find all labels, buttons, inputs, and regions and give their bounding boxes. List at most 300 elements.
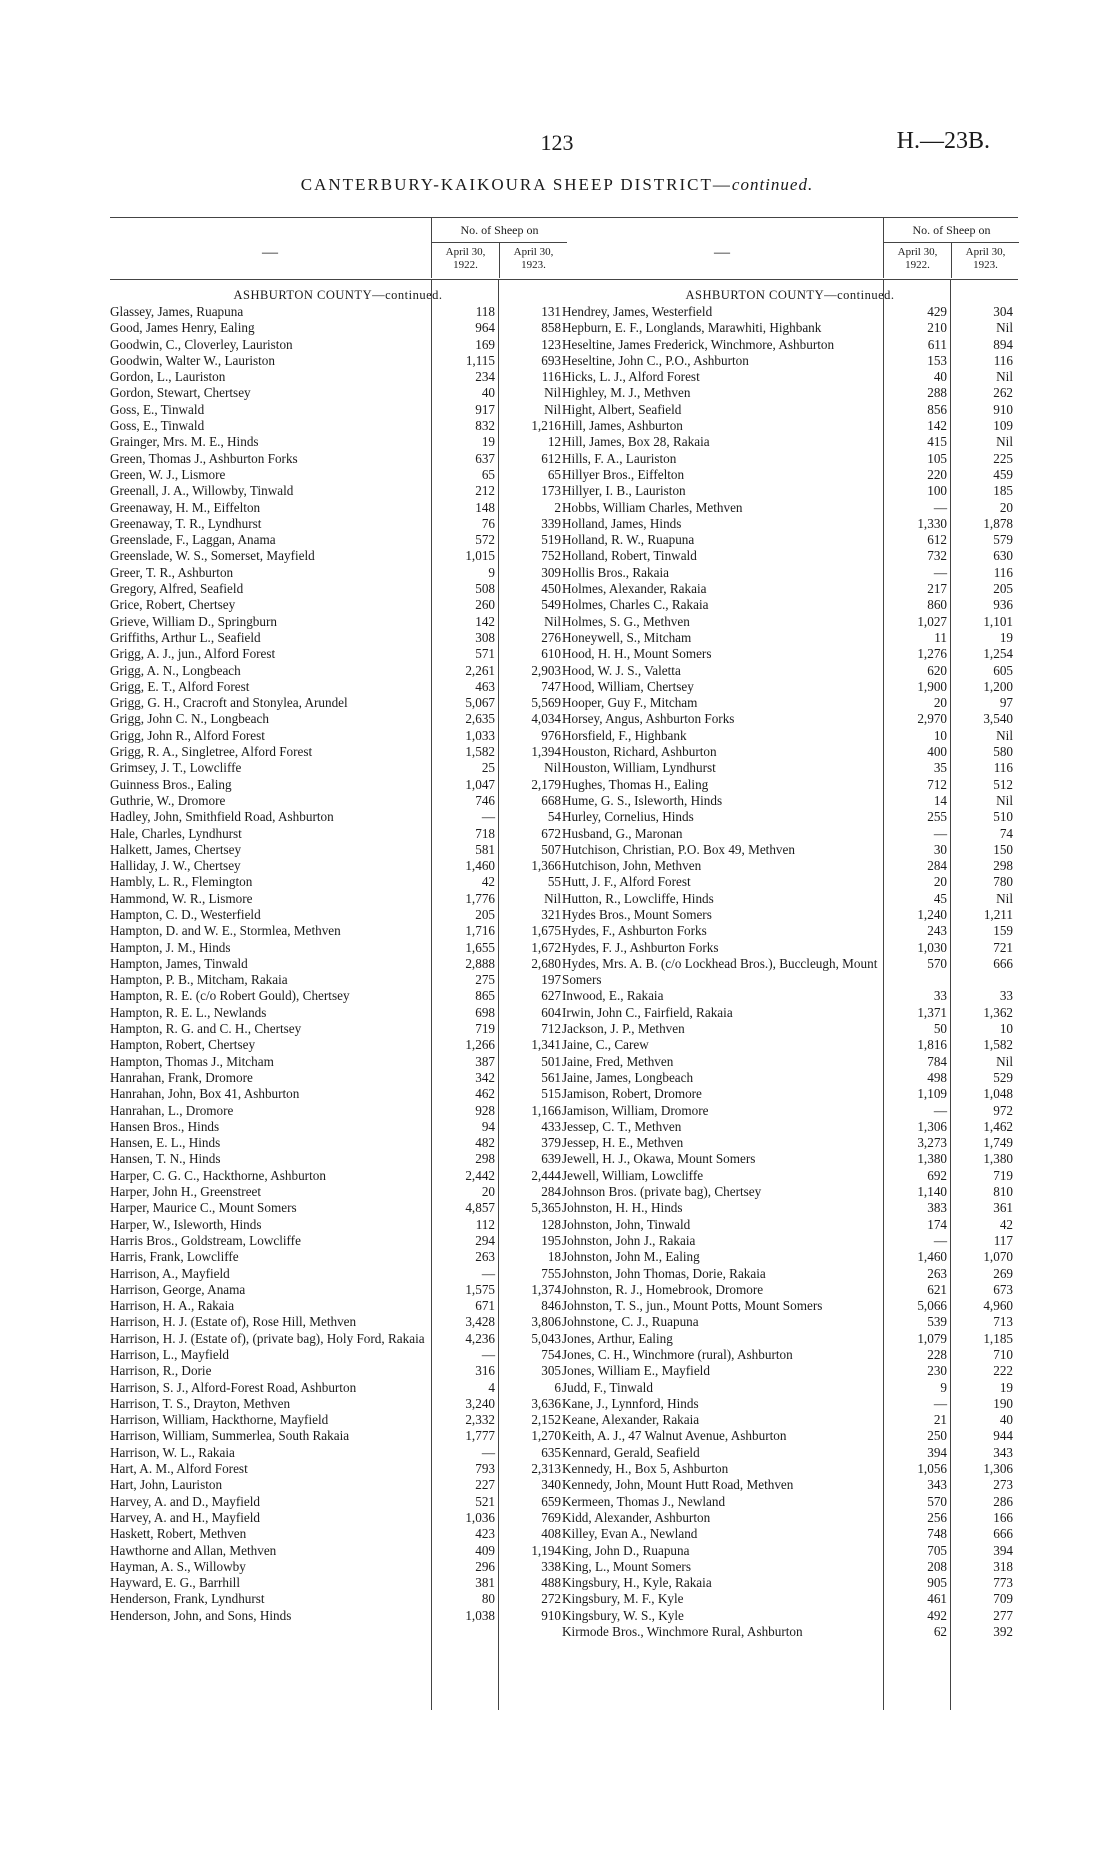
sheep-1923: 2,313 — [531, 1461, 561, 1477]
sheep-1923: 579 — [993, 532, 1013, 548]
table-row — [110, 891, 566, 907]
sheep-1923: 1,462 — [983, 1118, 1013, 1134]
table-header — [110, 217, 566, 280]
sheep-1923: 713 — [993, 1314, 1013, 1330]
owner-name: Hampton, R. G. and C. H., Chertsey — [110, 1021, 302, 1037]
table-row — [562, 1559, 1018, 1575]
sheep-1922: 142 — [927, 418, 947, 434]
sheep-1922: — — [481, 1265, 495, 1281]
sheep-1922: 719 — [475, 1021, 495, 1037]
sheep-1923: 659 — [541, 1493, 561, 1509]
owner-name: Grigg, E. T., Alford Forest — [110, 678, 250, 694]
table-row — [110, 1608, 566, 1624]
owner-name: Hampton, D. and W. E., Stormlea, Methven — [110, 923, 341, 939]
table-row — [562, 1331, 1018, 1347]
owner-name: Hart, A. M., Alford Forest — [110, 1461, 248, 1477]
sheep-1922: 227 — [475, 1477, 495, 1493]
table-row — [562, 793, 1018, 809]
sheep-1922: 1,047 — [465, 776, 495, 792]
owner-name: Goodwin, C., Cloverley, Lauriston — [110, 336, 293, 352]
table-row — [110, 777, 566, 793]
sheep-1923: 507 — [541, 841, 561, 857]
sheep-1922: 2,261 — [465, 662, 495, 678]
table-row — [110, 1314, 566, 1330]
sheep-1922: 1,038 — [465, 1607, 495, 1623]
table-row — [562, 1591, 1018, 1607]
sheep-1923: Nil — [996, 792, 1013, 808]
table-row — [562, 597, 1018, 613]
table-row — [110, 1135, 566, 1151]
owner-name: Harris, Frank, Lowcliffe — [110, 1249, 239, 1265]
owner-name: Kingsbury, W. S., Kyle — [562, 1607, 684, 1623]
owner-name: Hepburn, E. F., Longlands, Marawhiti, Highbank — [562, 320, 822, 336]
table-row — [562, 809, 1018, 825]
table-row — [110, 1233, 566, 1249]
group-label: No. of Sheep on — [432, 218, 567, 243]
sheep-1923: 666 — [993, 955, 1013, 971]
owner-name: King, John D., Ruapuna — [562, 1542, 690, 1558]
sheep-1923: 394 — [993, 1542, 1013, 1558]
owner-name: Hydes, Mrs. A. B. (c/o Lockhead Bros.), Buccleugh, Mount Somers — [562, 955, 878, 988]
table-row — [562, 1037, 1018, 1053]
sheep-1923: 109 — [993, 418, 1013, 434]
sheep-1922: 570 — [927, 1493, 947, 1509]
sheep-1922: 572 — [475, 532, 495, 548]
table-row — [110, 679, 566, 695]
sheep-1922: 142 — [475, 613, 495, 629]
sheep-1923: 1,380 — [983, 1151, 1013, 1167]
sheep-1922: — — [933, 1395, 947, 1411]
owner-name: Hill, James, Box 28, Rakaia — [562, 434, 710, 450]
row-list — [110, 304, 566, 1624]
owner-name: Guinness Bros., Ealing — [110, 776, 232, 792]
owner-name: Glassey, James, Ruapuna — [110, 304, 244, 319]
owner-name: Hambly, L. R., Flemington — [110, 874, 253, 890]
sheep-1922: 581 — [475, 841, 495, 857]
table-row — [110, 565, 566, 581]
table-row — [562, 1461, 1018, 1477]
sheep-1922: 5,067 — [465, 695, 495, 711]
table-row — [110, 744, 566, 760]
owner-name: Henderson, John, and Sons, Hinds — [110, 1607, 292, 1623]
sheep-1923: 3,636 — [531, 1395, 561, 1411]
owner-name: Harrison, H. J. (Estate of), Rose Hill, Methven — [110, 1314, 357, 1330]
sheep-1923: 33 — [999, 988, 1013, 1004]
sheep-1923: 580 — [993, 744, 1013, 760]
sheep-1922: 1,816 — [917, 1037, 947, 1053]
sheep-1923: 972 — [993, 1102, 1013, 1118]
owner-name: Hampton, J. M., Hinds — [110, 939, 231, 955]
sheep-1923: 944 — [993, 1428, 1013, 1444]
sheep-1922: 4,857 — [465, 1200, 495, 1216]
table-row — [110, 1021, 566, 1037]
owner-name: Greenall, J. A., Willowby, Tinwald — [110, 483, 294, 499]
sheep-1922: 105 — [927, 450, 947, 466]
owner-name: Hood, H. H., Mount Somers — [562, 646, 712, 662]
sheep-1922: 1,655 — [465, 939, 495, 955]
sheep-1923: 318 — [993, 1558, 1013, 1574]
sheep-1923: 1,749 — [983, 1135, 1013, 1151]
sheep-1923: 116 — [993, 760, 1013, 776]
sheep-1923: 19 — [999, 1379, 1013, 1395]
owner-name: Harrison, William, Summerlea, South Rakaia — [110, 1428, 350, 1444]
sheep-1923: 123 — [541, 336, 561, 352]
owner-name: Hughes, Thomas H., Ealing — [562, 776, 709, 792]
owner-name: Grieve, William D., Springburn — [110, 613, 277, 629]
sheep-1923: 305 — [541, 1363, 561, 1379]
owner-name: Hydes, F., Ashburton Forks — [562, 923, 707, 939]
table-row — [562, 1428, 1018, 1444]
sheep-1922: 692 — [927, 1167, 947, 1183]
table-row — [562, 1477, 1018, 1493]
column-1923: April 30, 1923. — [951, 243, 1019, 278]
sheep-1923: 4,960 — [983, 1298, 1013, 1314]
sheep-1923: 666 — [993, 1526, 1013, 1542]
sheep-1922: 1,575 — [465, 1281, 495, 1297]
sheep-1923: 5,365 — [531, 1200, 561, 1216]
table-row — [110, 1119, 566, 1135]
sheep-1923: 338 — [541, 1558, 561, 1574]
sheep-1922: 3,273 — [917, 1135, 947, 1151]
sheep-1923: 6 — [554, 1379, 561, 1395]
table-row — [562, 777, 1018, 793]
sheep-1922: 342 — [475, 1069, 495, 1085]
table-row — [110, 1461, 566, 1477]
table-row — [110, 858, 566, 874]
column-1922: April 30, 1922. — [445, 246, 486, 271]
table-row — [562, 1412, 1018, 1428]
owner-name: Grice, Robert, Chertsey — [110, 597, 236, 613]
sheep-1922: 3,428 — [465, 1314, 495, 1330]
sheep-1923: 769 — [541, 1509, 561, 1525]
sheep-1922: 294 — [475, 1232, 495, 1248]
table-row — [562, 744, 1018, 760]
table-row — [562, 451, 1018, 467]
sheep-1922: 250 — [927, 1428, 947, 1444]
owner-name: Kennard, Gerald, Seafield — [562, 1444, 700, 1460]
owner-name: Keith, A. J., 47 Walnut Avenue, Ashburton — [562, 1428, 787, 1444]
table-row — [110, 597, 566, 613]
owner-name: Keane, Alexander, Rakaia — [562, 1412, 700, 1428]
owner-name: Harvey, A. and D., Mayfield — [110, 1493, 261, 1509]
table-row — [562, 304, 1018, 320]
table-row — [562, 532, 1018, 548]
sheep-1923: 1,341 — [531, 1037, 561, 1053]
owner-name: Halliday, J. W., Chertsey — [110, 858, 241, 874]
sheep-1922: — — [933, 564, 947, 580]
table-row — [562, 1298, 1018, 1314]
table-row — [110, 418, 566, 434]
owner-name: Irwin, John C., Fairfield, Rakaia — [562, 1004, 733, 1020]
table-row — [110, 1396, 566, 1412]
table-row — [110, 500, 566, 516]
owner-name: Hansen, E. L., Hinds — [110, 1135, 221, 1151]
sheep-1923: 754 — [541, 1347, 561, 1362]
section-heading: ASHBURTON COUNTY—continued. — [233, 288, 443, 302]
sheep-1922: 9 — [488, 564, 495, 580]
sheep-1923: 459 — [993, 466, 1013, 482]
owner-name: Hurley, Cornelius, Hinds — [562, 809, 694, 825]
sheep-1922: 1,027 — [917, 613, 947, 629]
sheep-1922: 1,056 — [917, 1461, 947, 1477]
sheep-1922: 1,140 — [917, 1184, 947, 1200]
column-1922: April 30, 1922. — [897, 246, 938, 271]
owner-name: Hawthorne and Allan, Methven — [110, 1542, 277, 1558]
sheep-1923: 1,048 — [983, 1086, 1013, 1102]
table-row — [110, 1103, 566, 1119]
sheep-1923: 894 — [993, 336, 1013, 352]
table-row — [562, 320, 1018, 336]
sheep-1923: 747 — [541, 678, 561, 694]
table-row — [110, 1005, 566, 1021]
owner-name: Harrison, S. J., Alford-Forest Road, Ashburton — [110, 1379, 357, 1395]
owner-name: Harrison, William, Hackthorne, Mayfield — [110, 1412, 329, 1428]
sheep-1923: 1,216 — [531, 418, 561, 434]
title-text: CANTERBURY-KAIKOURA SHEEP DISTRICT— — [300, 175, 732, 194]
sheep-1922: 2,970 — [917, 711, 947, 727]
table-row — [562, 1543, 1018, 1559]
sheep-1922: 20 — [933, 695, 947, 711]
sheep-1923: 719 — [993, 1167, 1013, 1183]
owner-name: Hight, Albert, Seafield — [562, 401, 682, 417]
table-row — [562, 1510, 1018, 1526]
owner-name: Johnston, John J., Rakaia — [562, 1232, 696, 1248]
table-row — [562, 385, 1018, 401]
sheep-1923: 433 — [541, 1118, 561, 1134]
sheep-1922: 288 — [927, 385, 947, 401]
owner-name: Hart, John, Lauriston — [110, 1477, 223, 1493]
table-row — [562, 1135, 1018, 1151]
table-row — [110, 760, 566, 776]
sheep-1922: 409 — [475, 1542, 495, 1558]
sheep-1923: 150 — [993, 841, 1013, 857]
sheep-1922: 917 — [475, 401, 495, 417]
sheep-1922: 298 — [475, 1151, 495, 1167]
sheep-1923: 1,185 — [983, 1330, 1013, 1346]
table-row — [562, 679, 1018, 695]
owner-name: Goodwin, Walter W., Lauriston — [110, 352, 275, 368]
owner-name: Jones, William E., Mayfield — [562, 1363, 710, 1379]
sheep-1922: 263 — [927, 1265, 947, 1281]
table-row — [562, 940, 1018, 956]
owner-name: Highley, M. J., Methven — [562, 385, 691, 401]
sheep-1922: 1,240 — [917, 906, 947, 922]
sheep-1923: 610 — [541, 646, 561, 662]
sheep-1923: 197 — [541, 972, 561, 988]
sheep-1923: 1,362 — [983, 1004, 1013, 1020]
owner-name: Hutton, R., Lowcliffe, Hinds — [562, 890, 714, 906]
table-row — [110, 1249, 566, 1265]
sheep-1923: 2,179 — [531, 776, 561, 792]
sheep-1923: 392 — [993, 1624, 1013, 1640]
sheep-1923: 2,680 — [531, 955, 561, 971]
sheep-1923: 116 — [993, 352, 1013, 368]
sheep-1922: 210 — [927, 320, 947, 336]
owner-name: Hillyer Bros., Eiffelton — [562, 466, 685, 482]
table-row — [110, 1184, 566, 1200]
owner-name: Kennedy, John, Mount Hutt Road, Methven — [562, 1477, 794, 1493]
sheep-1923: 976 — [541, 727, 561, 743]
owner-name: Hampton, R. E. (c/o Robert Gould), Chertsey — [110, 988, 350, 1004]
sheep-1922: 698 — [475, 1004, 495, 1020]
table-row — [110, 842, 566, 858]
sheep-1923: 2,152 — [531, 1412, 561, 1428]
owner-name: Kennedy, H., Box 5, Ashburton — [562, 1461, 729, 1477]
sheep-1923: Nil — [996, 727, 1013, 743]
sheep-1922: 746 — [475, 792, 495, 808]
table-row — [110, 1363, 566, 1379]
owner-name: Johnson Bros. (private bag), Chertsey — [562, 1184, 762, 1200]
table-row — [562, 337, 1018, 353]
sheep-1922: 856 — [927, 401, 947, 417]
owner-name: Halkett, James, Chertsey — [110, 841, 242, 857]
sheep-1923: 173 — [541, 483, 561, 499]
sheep-1923: Nil — [544, 890, 561, 906]
sheep-1922: 50 — [933, 1021, 947, 1037]
sheep-1923: 277 — [993, 1607, 1013, 1623]
sheep-1923: 755 — [541, 1265, 561, 1281]
owner-name: Green, W. J., Lismore — [110, 466, 226, 482]
owner-name: Hill, James, Ashburton — [562, 418, 683, 434]
row-list — [562, 304, 1018, 1640]
table-row — [110, 1575, 566, 1591]
sheep-1923: 361 — [993, 1200, 1013, 1216]
owner-name: Jaine, C., Carew — [562, 1037, 649, 1053]
table-row — [562, 581, 1018, 597]
table-row — [562, 1608, 1018, 1624]
left-table — [110, 217, 566, 1710]
sheep-1922: 620 — [927, 662, 947, 678]
sheep-1922: 255 — [927, 809, 947, 825]
table-row — [110, 1266, 566, 1282]
sheep-1923: 222 — [993, 1363, 1013, 1379]
title-continued: continued. — [731, 175, 814, 194]
sheep-1923: 4,034 — [531, 711, 561, 727]
sheep-1922: 1,777 — [465, 1428, 495, 1444]
table-row — [110, 793, 566, 809]
table-row — [562, 826, 1018, 842]
sheep-1923: 1,166 — [531, 1102, 561, 1118]
table-row — [562, 353, 1018, 369]
sheep-1922: 230 — [927, 1363, 947, 1379]
sheep-1923: 116 — [541, 369, 561, 385]
owner-name: Harrison, A., Mayfield — [110, 1265, 230, 1281]
owner-name: Houston, Richard, Ashburton — [562, 744, 717, 760]
owner-name: Harrison, George, Anama — [110, 1281, 246, 1297]
table-row — [110, 972, 566, 988]
sheep-1922: 1,380 — [917, 1151, 947, 1167]
owner-name: Goss, E., Tinwald — [110, 401, 205, 417]
sheep-1923: 529 — [993, 1069, 1013, 1085]
owner-name: Harper, Maurice C., Mount Somers — [110, 1200, 297, 1216]
table-row — [110, 369, 566, 385]
sheep-1923: 55 — [547, 874, 561, 890]
table-header — [562, 217, 1018, 280]
sheep-1923: 858 — [541, 320, 561, 336]
owner-name: Jaine, James, Longbeach — [562, 1069, 694, 1085]
sheep-1922: 611 — [927, 336, 947, 352]
sheep-1923: 709 — [993, 1591, 1013, 1607]
sheep-1922: 637 — [475, 450, 495, 466]
owner-name: Harris Bros., Goldstream, Lowcliffe — [110, 1232, 301, 1248]
page-title — [0, 175, 1114, 195]
owner-name: Johnston, John M., Ealing — [562, 1249, 700, 1265]
table-row — [110, 581, 566, 597]
sheep-1923: 604 — [541, 1004, 561, 1020]
owner-name: Hills, F. A., Lauriston — [562, 450, 677, 466]
owner-name: Gordon, Stewart, Chertsey — [110, 385, 251, 401]
owner-name: Jackson, J. P., Methven — [562, 1021, 685, 1037]
owner-name: Harrison, H. A., Rakaia — [110, 1298, 235, 1314]
sheep-1923: 501 — [541, 1053, 561, 1069]
table-row — [562, 1021, 1018, 1037]
sheep-count-group — [883, 218, 1019, 278]
sheep-1923: 630 — [993, 548, 1013, 564]
sheep-1922: — — [933, 1232, 947, 1248]
sheep-1922: — — [481, 1444, 495, 1460]
owner-name: Hydes, F. J., Ashburton Forks — [562, 939, 719, 955]
table-row — [562, 842, 1018, 858]
owner-name: Holmes, Charles C., Rakaia — [562, 597, 709, 613]
owner-name: Kirmode Bros., Winchmore Rural, Ashburton — [562, 1624, 803, 1640]
sheep-1922: 275 — [475, 972, 495, 988]
owner-name: Greenaway, H. M., Eiffelton — [110, 499, 261, 515]
table-row — [110, 826, 566, 842]
sheep-1923: 1,200 — [983, 678, 1013, 694]
owner-name: Hendrey, James, Westerfield — [562, 304, 713, 319]
table-row — [562, 630, 1018, 646]
sheep-1923: 773 — [993, 1575, 1013, 1591]
table-row — [110, 1200, 566, 1216]
sheep-1922: 80 — [481, 1591, 495, 1607]
owner-name: Kermeen, Thomas J., Newland — [562, 1493, 726, 1509]
sheep-1923: 1,070 — [983, 1249, 1013, 1265]
owner-name: Harper, C. G. C., Hackthorne, Ashburton — [110, 1167, 326, 1183]
sheep-1923: 10 — [999, 1021, 1013, 1037]
sheep-1923: 343 — [993, 1444, 1013, 1460]
table-row — [110, 809, 566, 825]
sheep-1922: 718 — [475, 825, 495, 841]
sheep-1922: 243 — [927, 923, 947, 939]
table-row — [110, 1543, 566, 1559]
sheep-1922: 1,776 — [465, 890, 495, 906]
owner-name: Greenslade, F., Laggan, Anama — [110, 532, 276, 548]
group-label: No. of Sheep on — [884, 218, 1019, 243]
owner-name: Kingsbury, M. F., Kyle — [562, 1591, 684, 1607]
sheep-1923: 1,306 — [983, 1461, 1013, 1477]
sheep-1922: 284 — [927, 858, 947, 874]
table-row — [562, 467, 1018, 483]
owner-name: Hanrahan, L., Dromore — [110, 1102, 234, 1118]
sheep-1923: 519 — [541, 532, 561, 548]
document-reference: H.—23B. — [896, 128, 990, 154]
table-row — [562, 1314, 1018, 1330]
sheep-1922: 570 — [927, 955, 947, 971]
header-dash: — — [714, 244, 730, 261]
owner-name: Holland, James, Hinds — [562, 515, 682, 531]
table-row — [110, 385, 566, 401]
table-row — [562, 891, 1018, 907]
sheep-1922: 3,240 — [465, 1395, 495, 1411]
owner-name: Grigg, John C. N., Longbeach — [110, 711, 269, 727]
sheep-1922: 228 — [927, 1347, 947, 1362]
table-row — [562, 434, 1018, 450]
sheep-1923: 309 — [541, 564, 561, 580]
owner-name: Hood, William, Chertsey — [562, 678, 694, 694]
section-heading: ASHBURTON COUNTY—continued. — [685, 288, 895, 302]
sheep-1923: 128 — [541, 1216, 561, 1232]
sheep-1922: 220 — [927, 466, 947, 482]
